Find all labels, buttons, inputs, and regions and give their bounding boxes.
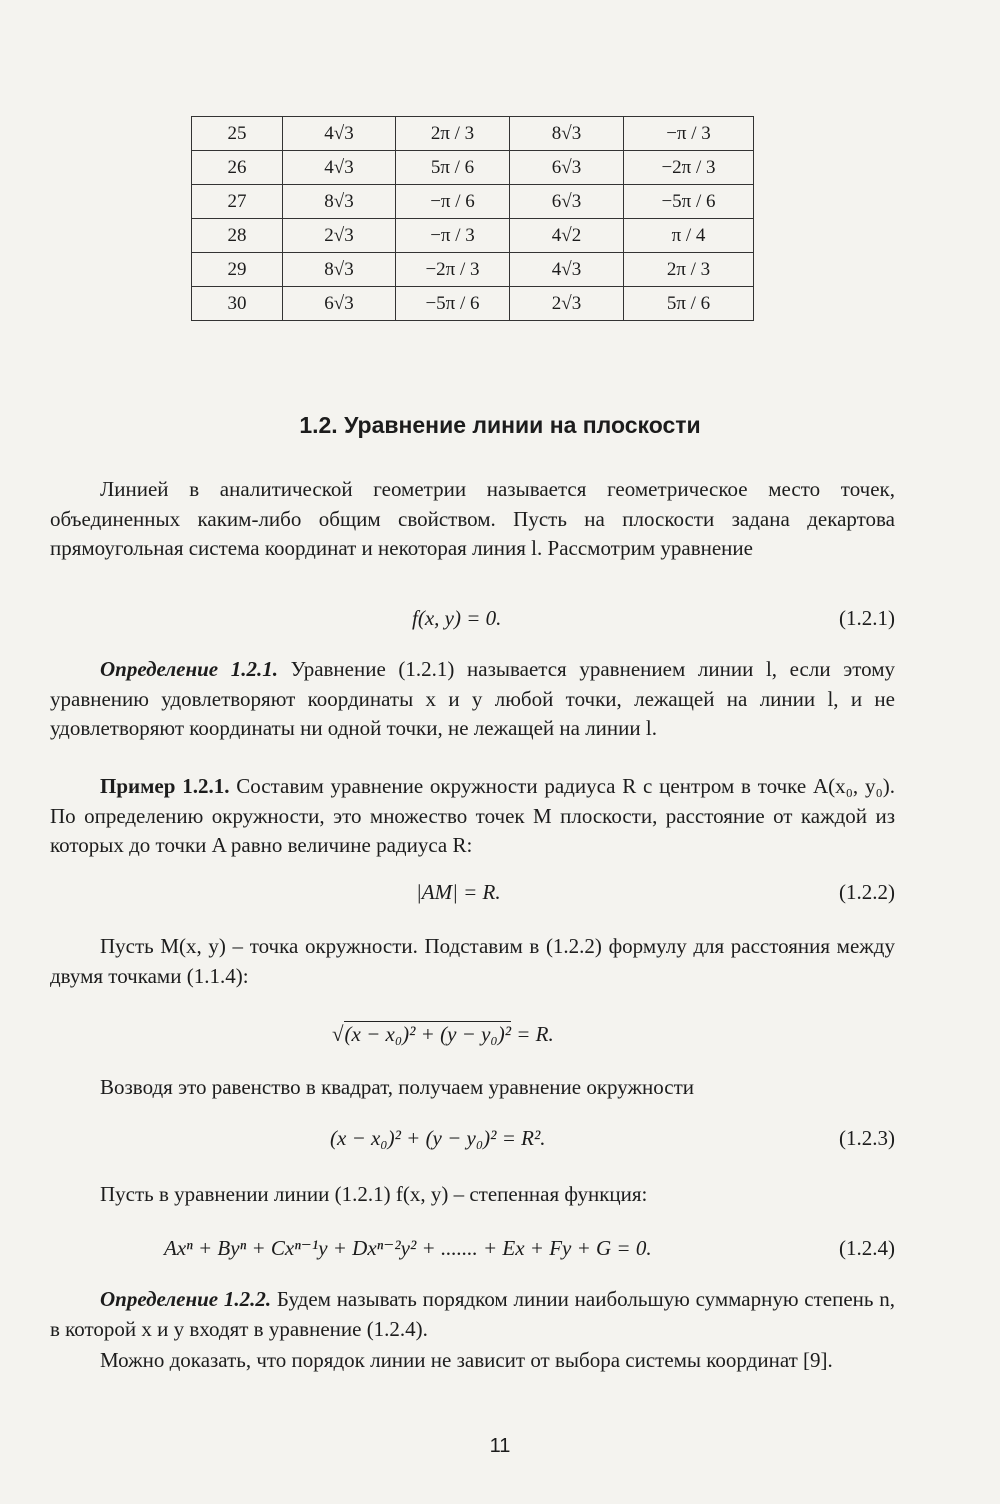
table-row [192,185,754,219]
table-cell: −5π / 6 [624,185,754,219]
example-1-2-1 [50,772,895,861]
example-text: Составим уравнение окружности радиуса R с центром в точке A(x₀, y₀). По определению окружности, это множество точек M плоскости, расстояние от каждой из которых до точки A равно величине радиуса R: [50,774,896,857]
table-cell: 27 [192,185,283,219]
table-cell: −π / 3 [624,117,754,151]
paragraph-square: Возводя это равенство в квадрат, получаем уравнение окружности [100,1075,694,1099]
definition-1-2-1 [50,655,895,744]
equation-formula: Axⁿ + Byⁿ + Cxⁿ⁻¹y + Dxⁿ⁻²y² + ....... + Ex + Fy + G = 0. [164,1236,652,1260]
table-cell: 5π / 6 [396,151,510,185]
values-table-body [192,117,754,321]
table-cell: 5π / 6 [624,287,754,321]
table-cell: 2π / 3 [396,117,510,151]
table-cell: 8√3 [283,185,396,219]
table-cell: 6√3 [510,185,624,219]
paragraph-final: Можно доказать, что порядок линии не зависит от выбора системы координат [9]. [100,1348,833,1372]
equation-1-2-1 [50,606,895,638]
table-cell: 8√3 [510,117,624,151]
distance-formula: √(x − x₀)² + (y − y₀)² = R. [332,1022,554,1046]
radicand: (x − x₀)² + (y − y₀)² [344,1022,511,1046]
equation-number: (1.2.1) [839,606,895,630]
equation-number: (1.2.4) [839,1236,895,1260]
definition-text: Будем называть порядком линии наибольшую суммарную степень n, в которой x и y входят в уравнение (1.2.4). [50,1287,896,1341]
equation-1-2-4 [50,1236,895,1268]
table-cell: 30 [192,287,283,321]
equation-formula: |AM| = R. [416,880,501,904]
intro-paragraph: Линией в аналитической геометрии называется геометрическое место точек, объединенных каким-либо общим свойством. Пусть на плоскости задана декартова прямоугольная система координат и некоторая линия l. Рассмотрим уравнение [50,477,895,560]
table-cell: 4√2 [510,219,624,253]
definition-text: Уравнение (1.2.1) называется уравнением линии l, если этому уравнению удовлетворяют координаты x и y любой точки, лежащей на линии l, и не удовлетворяют координаты ни одной точки, не лежащей на линии l. [50,657,896,740]
equation-number: (1.2.3) [839,1126,895,1150]
definition-label: Определение 1.2.2. [100,1287,272,1311]
table-row [192,151,754,185]
table-cell: 2√3 [510,287,624,321]
table-cell: 6√3 [510,151,624,185]
equation-1-2-2 [50,880,895,912]
distance-rhs: = R. [516,1022,554,1046]
table-cell: 2π / 3 [624,253,754,287]
table-cell: 25 [192,117,283,151]
table-cell: 4√3 [283,117,396,151]
table-cell: 8√3 [283,253,396,287]
table-cell: 29 [192,253,283,287]
table-cell: −2π / 3 [624,151,754,185]
definition-label: Определение 1.2.1. [100,657,279,681]
equation-distance [50,1022,895,1054]
values-table [191,116,754,321]
table-cell: −2π / 3 [396,253,510,287]
table-row [192,253,754,287]
table-cell: 28 [192,219,283,253]
example-label: Пример 1.2.1. [100,774,230,798]
table-cell: 6√3 [283,287,396,321]
table-cell: −π / 6 [396,185,510,219]
paragraph-point: Пусть M(x, y) – точка окружности. Подставим в (1.2.2) формулу для расстояния между двумя точками (1.1.4): [50,934,895,988]
equation-number: (1.2.2) [839,880,895,904]
equation-formula: (x − x₀)² + (y − y₀)² = R². [330,1126,546,1150]
table-row [192,219,754,253]
paragraph-power: Пусть в уравнении линии (1.2.1) f(x, y) – степенная функция: [100,1182,648,1206]
page-number: 11 [489,1435,511,1457]
table-cell: 4√3 [510,253,624,287]
equation-formula: f(x, y) = 0. [412,606,502,630]
table-row [192,117,754,151]
table-cell: −5π / 6 [396,287,510,321]
section-title: 1.2. Уравнение линии на плоскости [299,412,701,438]
table-cell: −π / 3 [396,219,510,253]
table-cell: 2√3 [283,219,396,253]
equation-1-2-3 [50,1126,895,1158]
definition-1-2-2 [50,1285,895,1344]
table-cell: 26 [192,151,283,185]
table-row [192,287,754,321]
table-cell: 4√3 [283,151,396,185]
table-cell: π / 4 [624,219,754,253]
